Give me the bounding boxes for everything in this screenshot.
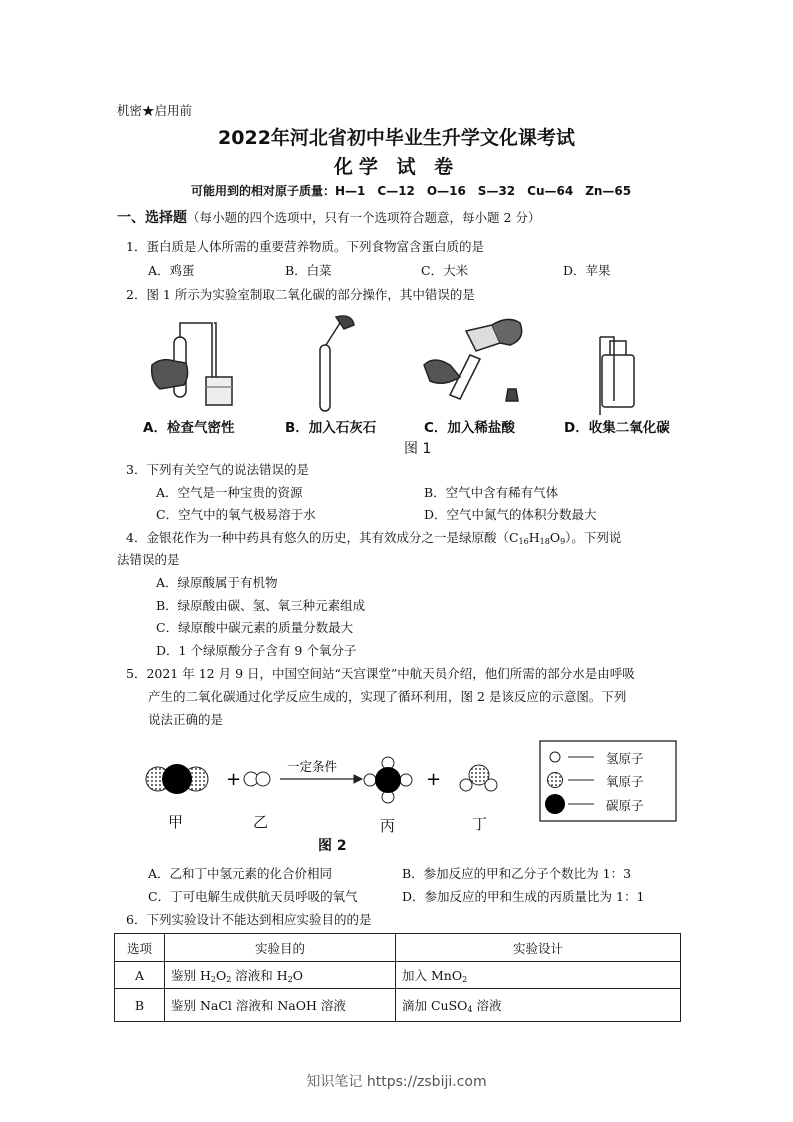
q4-stem-text: 4．金银花作为一种中药具有悠久的历史，其有效成分之一是绿原酸（ [126, 530, 509, 545]
row-b-design-text: 溶液 [472, 998, 502, 1013]
label-yi: 乙 [253, 813, 269, 831]
formula-o: O [549, 530, 561, 545]
row-b-purpose: 鉴别 NaCl 溶液和 NaOH 溶液 [165, 989, 396, 1022]
q5-stem-line1: 5．2021 年 12 月 9 日，中国空间站“天宫课堂”中航天员介绍，他们所需的部分水是由呼吸 [126, 666, 635, 681]
sub: 2 [287, 975, 293, 984]
table-row [115, 989, 681, 1022]
label-ding: 丁 [472, 815, 488, 833]
q4-option-d: D．1 个绿原酸分子含有 9 个氧分子 [156, 643, 357, 658]
row-a-design [396, 962, 681, 989]
legend-carbon-marker [545, 794, 565, 814]
q4-stem-line1 [126, 528, 621, 546]
q5-option-a: A．乙和丁中氢元素的化合价相同 [148, 866, 333, 881]
header-design: 实验设计 [396, 934, 681, 962]
add-hydrochloric-acid-illustration [424, 319, 522, 401]
molecule-yi-h2 [244, 772, 270, 786]
q1-stem: 1．蛋白质是人体所需的重要营养物质。下列食物富含蛋白质的是 [126, 239, 484, 254]
q4-option-a: A．绿原酸属于有机物 [156, 575, 278, 590]
q3-option-b: B．空气中含有稀有气体 [424, 485, 559, 500]
q5-option-c: C．丁可电解生成供航天员呼吸的氧气 [148, 889, 358, 904]
plus-sign-1: + [226, 769, 242, 790]
row-a-design-text: 加入 MnO [402, 968, 463, 983]
q1-option-d: D．苹果 [563, 263, 611, 278]
sub: 4 [467, 1005, 473, 1014]
plus-sign-2: + [426, 769, 442, 790]
sub: 2 [462, 975, 468, 984]
molecule-bing-ch4 [364, 757, 412, 803]
formula-o-count: 9 [560, 537, 566, 546]
figure-2-caption: 图 2 [318, 838, 347, 854]
label-jia: 甲 [168, 813, 184, 831]
add-limestone-illustration [320, 316, 354, 411]
q3-stem: 3．下列有关空气的说法错误的是 [126, 462, 309, 477]
formula-h-count: 18 [539, 537, 550, 546]
section-title: 一、选择题 [117, 210, 187, 226]
reaction-arrow [280, 775, 362, 783]
section-note: （每小题的四个选项中，只有一个选项符合题意，每小题 2 分） [187, 210, 541, 225]
sub: 2 [210, 975, 216, 984]
q3-option-c: C．空气中的氧气极易溶于水 [156, 507, 316, 522]
q2-option-c: C．加入稀盐酸 [424, 420, 515, 436]
table-header-row [115, 934, 681, 962]
row-b-design-text: 滴加 CuSO [402, 998, 468, 1013]
formula-h: H [528, 530, 540, 545]
q4-stem-line2: 法错误的是 [117, 552, 180, 567]
row-a-purpose-text: O [292, 968, 304, 983]
legend-hydrogen: 氢原子 [606, 751, 644, 766]
row-a-option: A [115, 962, 165, 989]
sub: 2 [226, 975, 232, 984]
q4-stem-tail: ）。下列说 [565, 530, 622, 545]
q4-option-c: C．绿原酸中碳元素的质量分数最大 [156, 620, 354, 635]
experiment-table [114, 933, 681, 1022]
q3-option-d: D．空气中氮气的体积分数最大 [424, 507, 597, 522]
footer-watermark: 知识笔记 https://zsbiji.com [306, 1074, 487, 1090]
row-b-option: B [115, 989, 165, 1022]
molecule-ding-h2o [460, 765, 497, 791]
q2-option-b: B．加入石灰石 [285, 420, 377, 436]
header-purpose: 实验目的 [165, 934, 396, 962]
header-option: 选项 [115, 934, 165, 962]
row-a-purpose-text: 溶液和 H [231, 968, 288, 983]
legend-hydrogen-marker [550, 752, 560, 762]
secret-label: 机密★启用前 [117, 103, 193, 118]
q1-option-b: B．白菜 [285, 263, 332, 278]
molecule-jia-co2 [146, 764, 208, 794]
legend-oxygen: 氧原子 [606, 774, 644, 789]
q1-option-c: C．大米 [421, 263, 469, 278]
q2-option-a: A．检查气密性 [143, 420, 235, 436]
q5-option-d: D．参加反应的甲和生成的丙质量比为 1：1 [402, 889, 645, 904]
atomic-masses: 可能用到的相对原子质量：H—1 C—12 O—16 S—32 Cu—64 Zn—65 [191, 184, 632, 198]
row-a-purpose-text: 鉴别 H [171, 968, 211, 983]
q6-stem: 6．下列实验设计不能达到相应实验目的的是 [126, 912, 372, 927]
label-bing: 丙 [380, 817, 396, 835]
q5-stem-line3: 说法正确的是 [148, 712, 224, 727]
formula-c: C [508, 530, 519, 545]
table-row [115, 962, 681, 989]
legend-carbon: 碳原子 [606, 798, 644, 813]
q1-option-a: A．鸡蛋 [148, 263, 195, 278]
exam-title: 2022年河北省初中毕业生升学文化课考试 [218, 127, 575, 149]
section-heading [117, 207, 540, 227]
airtightness-check-illustration [152, 323, 232, 405]
q5-option-b: B．参加反应的甲和乙分子个数比为 1：3 [402, 866, 632, 881]
q5-stem-line2: 产生的二氧化碳通过化学反应生成的，实现了循环利用，图 2 是该反应的示意图。下列 [148, 689, 627, 704]
row-a-purpose [165, 962, 396, 989]
q3-option-a: A．空气是一种宝贵的资源 [156, 485, 303, 500]
figure-1-caption: 图 1 [404, 441, 432, 457]
collect-co2-illustration [600, 337, 634, 415]
figure-1-illustrations [140, 315, 700, 415]
exam-subtitle: 化学 试 卷 [333, 156, 460, 178]
q2-option-d: D．收集二氧化碳 [564, 420, 670, 436]
row-b-design [396, 989, 681, 1022]
row-a-purpose-text: O [215, 968, 227, 983]
q2-stem: 2．图 1 所示为实验室制取二氧化碳的部分操作，其中错误的是 [126, 287, 475, 302]
formula-c-count: 16 [518, 537, 529, 546]
legend-oxygen-marker [548, 773, 563, 788]
q4-option-b: B．绿原酸由碳、氢、氧三种元素组成 [156, 598, 366, 613]
reaction-condition: 一定条件 [287, 759, 338, 774]
